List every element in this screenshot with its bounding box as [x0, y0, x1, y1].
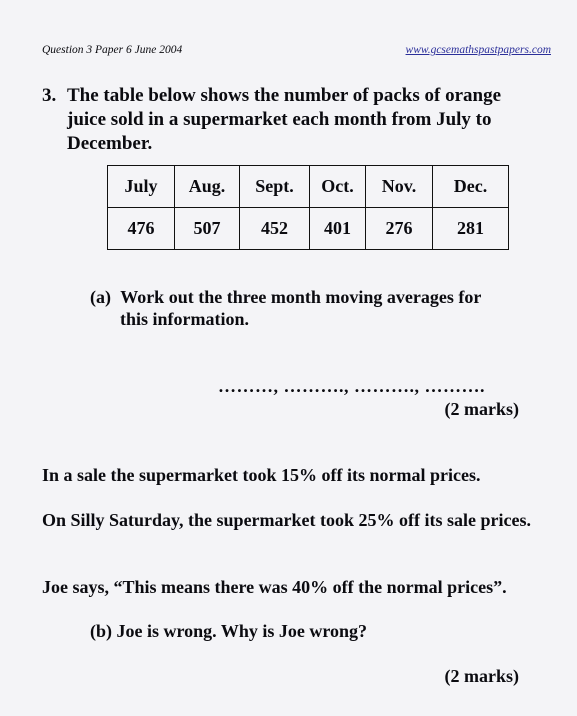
table-cell: 276: [366, 208, 433, 250]
header-website-link[interactable]: www.gcsemathspastpapers.com: [405, 44, 551, 56]
joe-paragraph: Joe says, “This means there was 40% off the normal prices”.: [42, 577, 507, 597]
table-header-cell: Dec.: [433, 166, 509, 208]
table-header-cell: Nov.: [366, 166, 433, 208]
part-b-question: (b) Joe is wrong. Why is Joe wrong?: [90, 621, 368, 641]
part-a-marks: (2 marks): [444, 399, 519, 419]
table-header-cell: Sept.: [240, 166, 310, 208]
part-a-label: (a): [90, 287, 111, 307]
table-header-row: [108, 166, 509, 208]
part-a-line1: Work out the three month moving averages for: [120, 287, 482, 307]
question-text: The table below shows the number of packs of orange juice sold in a supermarket each month from July to December.: [67, 85, 502, 154]
table-row: [108, 208, 509, 250]
sale-paragraph: In a sale the supermarket took 15% off its normal prices.: [42, 465, 481, 485]
table-header-cell: Oct.: [310, 166, 366, 208]
table-header-cell: Aug.: [175, 166, 240, 208]
header-question-info: Question 3 Paper 6 June 2004: [42, 44, 183, 56]
table-cell: 401: [310, 208, 366, 250]
table-header-cell: July: [108, 166, 175, 208]
table-cell: 476: [108, 208, 175, 250]
part-b-marks: (2 marks): [444, 666, 519, 686]
table-cell: 507: [175, 208, 240, 250]
part-a-question: [90, 286, 530, 330]
sales-table: [107, 165, 509, 250]
part-a-line2: this information.: [120, 309, 250, 329]
silly-saturday-paragraph: On Silly Saturday, the supermarket took 25% off its sale prices.: [42, 510, 531, 530]
table-cell: 452: [240, 208, 310, 250]
question-number: 3.: [42, 85, 57, 106]
part-a-answer-dots[interactable]: ………, ………., ………., ……….: [218, 376, 485, 396]
table-cell: 281: [433, 208, 509, 250]
